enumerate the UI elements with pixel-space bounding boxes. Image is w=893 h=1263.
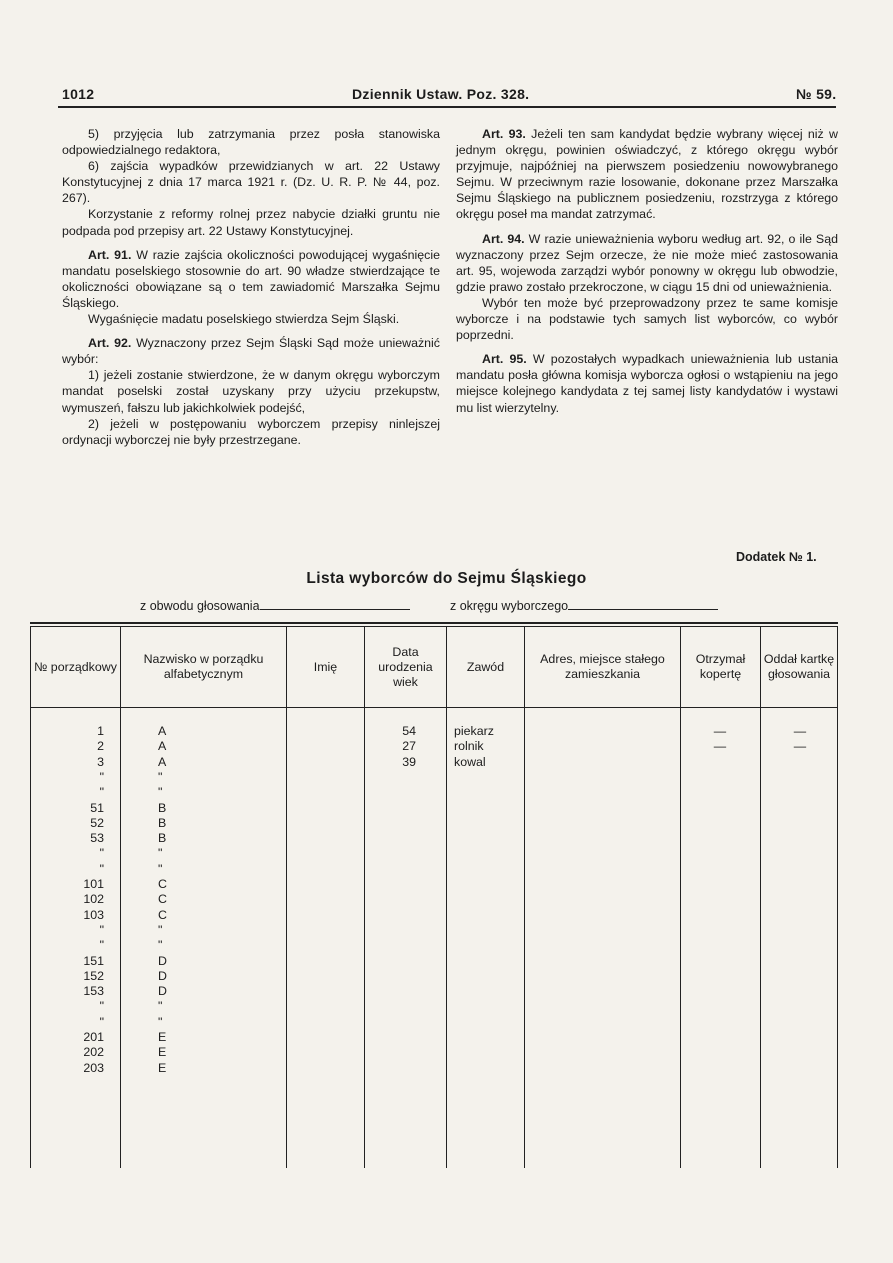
ordinal-cell: 203	[83, 1060, 104, 1075]
paragraph	[62, 126, 440, 158]
column-divider	[286, 626, 287, 1168]
article-heading: Art. 91.	[88, 247, 132, 262]
age-cell: 27	[402, 739, 416, 754]
ordinal-cell: 201	[83, 1030, 104, 1044]
surname-cell: A	[158, 754, 167, 769]
ordinal-cell: 52	[90, 815, 104, 830]
paragraph-text: Wyznaczony przez Sejm Śląski Sąd może unieważnić wybór:	[62, 336, 440, 367]
surname-cell: "	[158, 1014, 163, 1029]
ballot-cell: —	[793, 724, 807, 738]
paragraph	[456, 126, 838, 223]
constituency-blank-line	[568, 598, 718, 610]
column-divider	[120, 626, 121, 1168]
district-label: z obwodu głosowania	[140, 599, 260, 613]
occupation-cell: piekarz	[454, 724, 494, 738]
age-cell: 54	[402, 724, 416, 738]
header-surname: Nazwisko w porządku alfabetycznym	[143, 652, 264, 681]
header-rule	[58, 106, 836, 108]
paragraph-text: W pozostałych wypadkach unieważnienia lub ustania mandatu posła główna komisja wyborcza ogłosi o wstąpieniu na jego miejsce kolejnego kandydata z tej samej listy kandydatów i wystawi mu list wierzytelny.	[456, 352, 838, 415]
ordinal-cell: "	[99, 769, 104, 784]
ordinal-cell: "	[99, 999, 104, 1014]
column-divider	[364, 626, 365, 1168]
column-divider	[760, 626, 761, 1168]
paragraph-text: Wygaśnięcie madatu poselskiego stwierdza Sejm Śląski.	[88, 312, 400, 327]
surname-cell: "	[158, 785, 163, 800]
header-address: Adres, miejsce stałego zamieszkania	[540, 652, 665, 681]
paragraph-text: Wybór ten może być przeprowadzony przez te same komisje wyborcze i na podstawie tych samych list wyborców, co wybór poprzedni.	[456, 295, 838, 343]
paragraph	[62, 367, 440, 415]
paragraph-text: W razie zajścia okoliczności powodującej wygaśnięcie mandatu poselskiego stosownie do art. 90 władze stwierdzające te okoliczności obowiązane są o tem zawiadomić Marszałka Sejmu Śląskiego.	[62, 247, 440, 310]
surname-cell: D	[158, 953, 167, 968]
list-title: Lista wyborców do Sejmu Śląskiego	[306, 570, 587, 587]
age-cell: 39	[402, 754, 416, 769]
surname-cell: "	[158, 999, 163, 1014]
header-occupation: Zawód	[466, 659, 505, 674]
surname-cell: "	[158, 846, 163, 861]
left-text-column	[62, 126, 440, 448]
surname-cell: A	[158, 724, 167, 738]
ordinal-cell: 102	[83, 892, 104, 907]
paragraph-text: 5) przyjęcia lub zatrzymania przez posła stanowiska odpowiedzialnego redaktora,	[62, 127, 440, 158]
header-first-name: Imię	[313, 659, 338, 674]
paragraph	[456, 295, 838, 343]
table-border-right	[837, 626, 838, 1168]
surname-cell: "	[158, 861, 163, 876]
paragraph	[62, 335, 440, 367]
article-heading: Art. 92.	[88, 336, 132, 351]
ordinal-cell: "	[99, 922, 104, 937]
paragraph-text: Jeżeli ten sam kandydat będzie wybrany więcej niż w jednym okręgu, powinien oświadczyć, z którego okręgu wybór przyjmuje, najpóźniej na pierwszem posiedzeniu nowowybranego Sejmu. W przeciwnym razie losowanie, dokonane przez Marszałka Sejmu Śląskiego na publicznem posiedzeniu, rozstrzyga z którego okręgu poseł ma mandat zatrzymać.	[456, 127, 838, 222]
header-ballot-cast: Oddał kartkę głosowania	[763, 652, 835, 681]
ordinal-cell: 2	[97, 739, 104, 754]
occupation-cell: kowal	[454, 754, 486, 769]
constituency-label: z okręgu wyborczego	[450, 599, 569, 613]
surname-cell: A	[158, 739, 167, 754]
ordinal-cell: "	[99, 861, 104, 876]
paragraph	[456, 351, 838, 415]
annex-label: Dodatek № 1.	[736, 550, 817, 564]
surname-cell: D	[158, 968, 167, 983]
right-text-column	[456, 126, 838, 416]
article-heading: Art. 93.	[482, 127, 526, 141]
paragraph	[62, 206, 440, 238]
paragraph-text: Korzystanie z reformy rolnej przez nabycie działki gruntu nie podpada pod przepisy art. 22 Ustawy Konstytucyjnej.	[62, 207, 440, 238]
header-ordinal-number: № porządkowy	[34, 659, 117, 674]
surname-cell: "	[158, 938, 163, 953]
ordinal-cell: 3	[97, 754, 104, 769]
surname-cell: E	[158, 1030, 167, 1044]
surname-cell: D	[158, 984, 167, 999]
surname-cell: "	[158, 769, 163, 784]
paragraph	[62, 416, 440, 448]
ordinal-cell: 51	[90, 800, 104, 815]
surname-cell: B	[158, 800, 167, 815]
ordinal-cell: 152	[83, 968, 104, 983]
table-border-left	[30, 626, 31, 1168]
envelope-cell: —	[713, 739, 727, 754]
ordinal-cell: 151	[83, 953, 104, 968]
ordinal-cell: 202	[83, 1045, 104, 1060]
page-number: 1012	[62, 86, 95, 102]
occupation-cell: rolnik	[454, 739, 484, 754]
ordinal-cell: "	[99, 938, 104, 953]
article-heading: Art. 95.	[482, 352, 527, 367]
ballot-cell: —	[793, 739, 807, 754]
journal-title: Dziennik Ustaw. Poz. 328.	[352, 86, 530, 102]
constituency-field	[450, 598, 718, 613]
paragraph-text: 6) zajścia wypadków przewidzianych w art. 22 Ustawy Konstytucyjnej z dnia 17 marca 1921 r. (Dz. U. R. P. № 44, poz. 267).	[62, 159, 440, 206]
paragraph	[62, 311, 440, 327]
paragraph-text: W razie unieważnienia wyboru według art. 92, o ile Sąd wyznaczony przez Sejm orzecze, że nie może mieć zastosowania art. 95, wojewoda zarządzi wybór ponowny w okręgu lub obwodzie, gdzie prawo zostało przekroczone, w ciągu 15 dni od unieważnienia.	[456, 231, 838, 294]
column-divider	[446, 626, 447, 1168]
table-header-rule	[30, 707, 838, 708]
paragraph-text: 2) jeżeli w postępowaniu wyborczem przepisy ninlejszej ordynacji wyborczej nie były przestrzegane.	[62, 416, 440, 447]
issue-number: № 59.	[796, 86, 837, 102]
ordinal-cell: 1	[97, 724, 104, 738]
district-field	[140, 598, 410, 613]
surname-cell: C	[158, 892, 167, 907]
table-top-rule	[30, 622, 838, 624]
header-envelope: Otrzymał kopertę	[695, 652, 746, 681]
header-birth-date: Data urodzenia wiek	[378, 644, 433, 689]
district-blank-line	[260, 598, 410, 610]
ordinal-cell: "	[99, 785, 104, 800]
envelope-cell: —	[713, 724, 727, 738]
ordinal-cell: "	[99, 1014, 104, 1029]
surname-cell: C	[158, 907, 167, 922]
column-divider	[524, 626, 525, 1168]
column-divider	[680, 626, 681, 1168]
surname-cell: B	[158, 815, 167, 830]
paragraph	[62, 158, 440, 206]
ordinal-cell: "	[99, 846, 104, 861]
surname-cell: B	[158, 831, 167, 846]
ordinal-cell: 101	[83, 877, 104, 891]
paragraph	[456, 231, 838, 295]
ordinal-cell: 103	[83, 907, 104, 922]
ordinal-cell: 53	[90, 831, 104, 846]
paragraph	[62, 247, 440, 311]
surname-cell: C	[158, 877, 167, 891]
surname-cell: E	[158, 1060, 167, 1075]
paragraph-text: 1) jeżeli zostanie stwierdzone, że w danym okręgu wyborczym mandat poselski został uzyskany przy użyciu przekupstw, wymuszeń, fałszu lub jakichkolwiek podejść,	[62, 368, 440, 415]
table-top-rule-inner	[30, 626, 838, 627]
ordinal-cell: 153	[83, 984, 104, 999]
surname-cell: "	[158, 922, 163, 937]
surname-cell: E	[158, 1045, 167, 1060]
article-heading: Art. 94.	[482, 231, 525, 246]
